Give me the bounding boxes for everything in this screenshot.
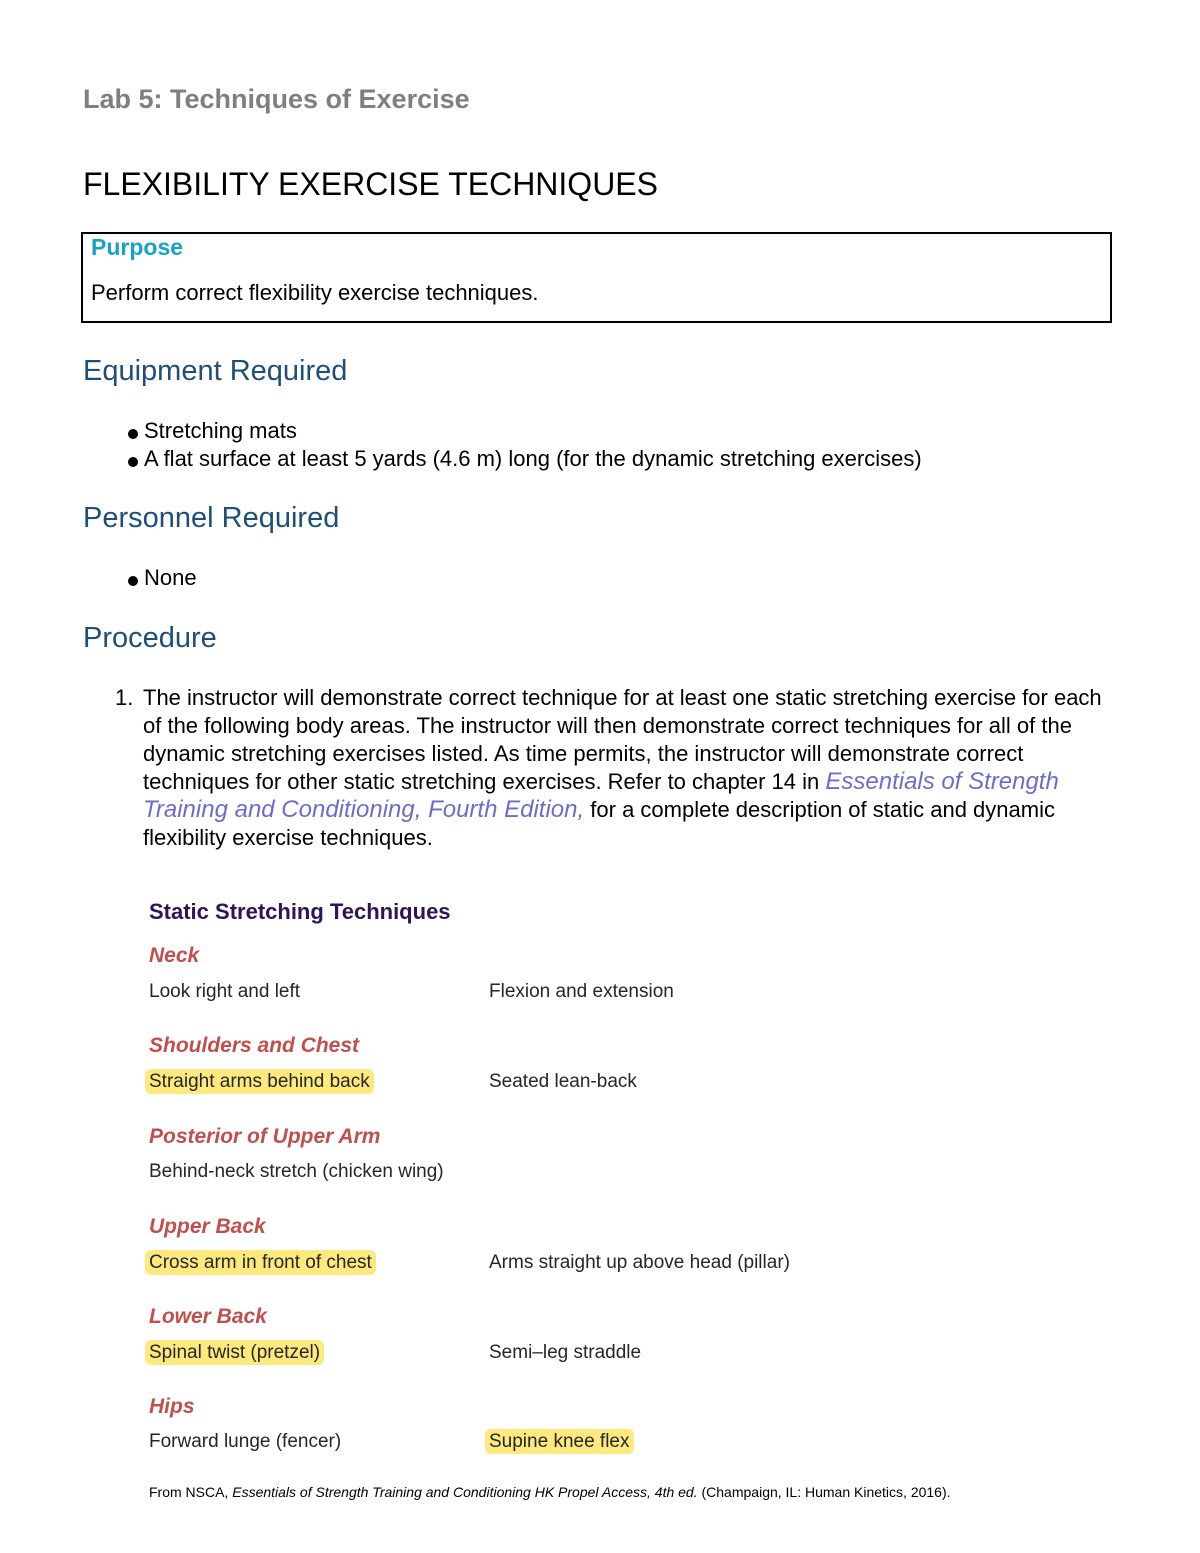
book-reference: Essentials of Strength Training and Conditioning, Fourth Edition, [143,768,1059,823]
category-neck: Neck [149,944,200,967]
stretch-item: Seated lean-back [489,1071,637,1092]
equipment-heading: Equipment Required [83,355,348,387]
bullet-icon [128,457,138,467]
stretch-item: Behind-neck stretch (chicken wing) [149,1161,444,1182]
stretch-item-highlighted: Supine knee flex [489,1431,634,1453]
category-upper-back: Upper Back [149,1215,266,1238]
stretch-item: Arms straight up above head (pillar) [489,1252,790,1273]
stretch-item: Look right and left [149,981,301,1002]
procedure-heading: Procedure [83,622,217,654]
category-posterior-upper-arm: Posterior of Upper Arm [149,1125,381,1148]
purpose-box [81,232,1112,323]
stretch-item: Forward lunge (fencer) [149,1431,342,1452]
step-text: The instructor will demonstrate correct technique for at least one static stretching exercise for each of the following body areas. The instructor will then demonstrate correct techniques for all of the dynamic stretching exercises listed. As time permits, the instructor will demonstrate correct techniques for other static stretching exercises. Refer to chapter 14 in Essentials of Strength Training and Conditioning, Fourth Edition, for a complete description of static and dynamic flexibility exercise techniques. [143,685,1102,850]
category-hips: Hips [149,1395,195,1418]
equipment-item: A flat surface at least 5 yards (4.6 m) long (for the dynamic stretching exercises) [128,446,922,472]
stretch-item-highlighted: Spinal twist (pretzel) [149,1342,324,1364]
purpose-heading: Purpose [91,234,184,260]
stretch-item-highlighted: Cross arm in front of chest [149,1252,376,1274]
step-number: 1. [115,685,134,710]
personnel-item: None [128,565,197,591]
equipment-item: Stretching mats [128,418,297,444]
bullet-icon [128,576,138,586]
stretch-item: Flexion and extension [489,981,674,1002]
citation-title: Essentials of Strength Training and Conditioning HK Propel Access, 4th ed. [232,1484,698,1500]
personnel-heading: Personnel Required [83,502,340,534]
page-title: FLEXIBILITY EXERCISE TECHNIQUES [83,166,658,202]
source-citation: From NSCA, Essentials of Strength Training and Conditioning HK Propel Access, 4th ed. (Champaign, IL: Human Kinetics, 2016). [149,1484,951,1500]
bullet-icon [128,429,138,439]
lab-title: Lab 5: Techniques of Exercise [83,84,470,114]
category-shoulders-chest: Shoulders and Chest [149,1034,360,1057]
static-stretching-heading: Static Stretching Techniques [149,899,451,924]
purpose-text: Perform correct flexibility exercise techniques. [91,280,539,305]
stretch-item: Semi–leg straddle [489,1342,642,1363]
category-lower-back: Lower Back [149,1305,267,1328]
stretch-item-highlighted: Straight arms behind back [149,1071,374,1093]
